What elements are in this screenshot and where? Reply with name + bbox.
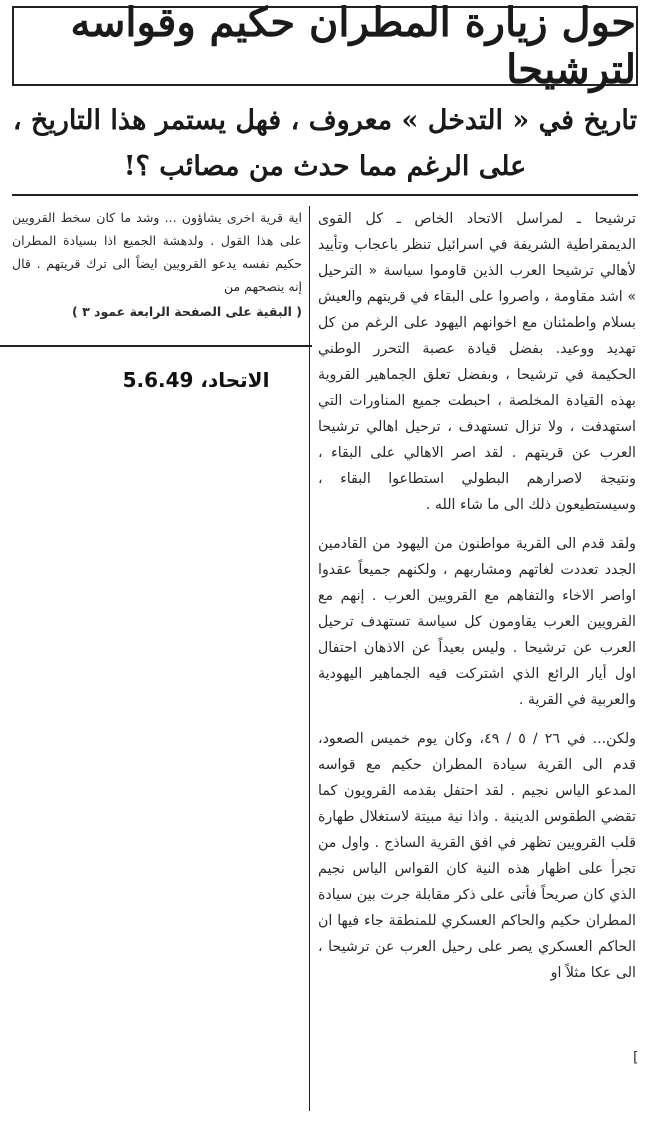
- left-column-rule: [0, 345, 312, 347]
- article-paragraph: ترشيحا ـ لمراسل الاتحاد الخاص ـ كل القوى الديمقراطية الشريفة في اسرائيل تنظر باعجاب وتأييد لأهالي ترشيحا العرب الذين قاوموا سياسة « الترحيل » اشد مقاومة ، واصروا على البقاء في قريتهم والعيش بسلام واطمئنان مع اخوانهم اليهود على الرغم من كل تهديد ووعيد. بفضل قيادة عصبة التحرر الوطني الحكيمة في ترشيحا ، وبفضل تعلق الجماهير القروية بهذه القيادة المخلصة ، احبطت جميع المناورات التي استهدفت ، ولا تزال تستهدف ، ترحيل اهالي ترشيحا العرب عن قريتهم . لقد اصر الاهالي على البقاء ، ونتيجة لاصرارهم البطولي استطاعوا البقاء ، وسيستطيعون ذلك الى ما شاء الله .: [318, 211, 636, 513]
- article-paragraph: ولقد قدم الى القرية مواطنون من اليهود من القادمين الجدد تعددت لغاتهم ومشاربهم ، ولكنهم جميعاً عقدوا اواصر الاخاء والتفاهم مع القرويين العرب . إنهم مع القرويين العرب يقاومون كل سياسة تستهدف ترحيل العرب عن ترشيحا . وليس بعيداً عن الاذهان احتفال اول أيار الرائع الذي اشتركت فيه الجماهير اليهودية والعربية في القرية .: [318, 536, 636, 708]
- article-column-right: [318, 206, 636, 999]
- margin-bracket-mark: [: [633, 1050, 639, 1066]
- article-paragraph: ولكن... في ٢٦ / ٥ / ٤٩، وكان يوم خميس الصعود، قدم الى القرية سيادة المطران حكيم مع قواسه المدعو الياس نجيم . لقد احتفل بقدمه القرويون كما تقضي الطقوس الدينية . واذا نية مبيتة لاستغلال طهارة قلب القرويين تظهر في افق القرية الساذج . واول من تجرأ على اظهار هذه النية كان القواس الياس نجيم الذي كان صريحاً فأتى على ذكر مقابلة جرت بين سيادة المطران حكيم والحاكم العسكري للمنطقة جاء فيها ان الحاكم العسكري يصر على رحيل العرب عن ترشيحا ، الى عكا مثلاً او: [318, 731, 636, 981]
- subheadline-line1: تاريخ في « التدخل » معروف ، فهل يستمر هذا التاريخ ،: [12, 105, 638, 136]
- newspaper-caption: الاتحاد، 5.6.49: [122, 368, 270, 392]
- subheadline-line2: على الرغم مما حدث من مصائب ؟!: [123, 151, 527, 182]
- headline: حول زيارة المطران حكيم وقواسه لترشيحا: [12, 6, 638, 86]
- column-divider: [309, 206, 310, 1111]
- continuation-note: ( البقية على الصفحة الرابعة عمود ٣ ): [71, 304, 302, 319]
- subheadline: [12, 92, 638, 196]
- article-column-left: [12, 206, 302, 323]
- article-paragraph: اية قرية اخرى يشاؤون ... وشد ما كان سخط القرويين على هذا القول . ولدهشة الجميع اذا بسيادة المطران حكيم نفسه يدعو القرويين ايضاً الى ترك قريتهم . قال إنه ينصحهم من: [12, 210, 302, 294]
